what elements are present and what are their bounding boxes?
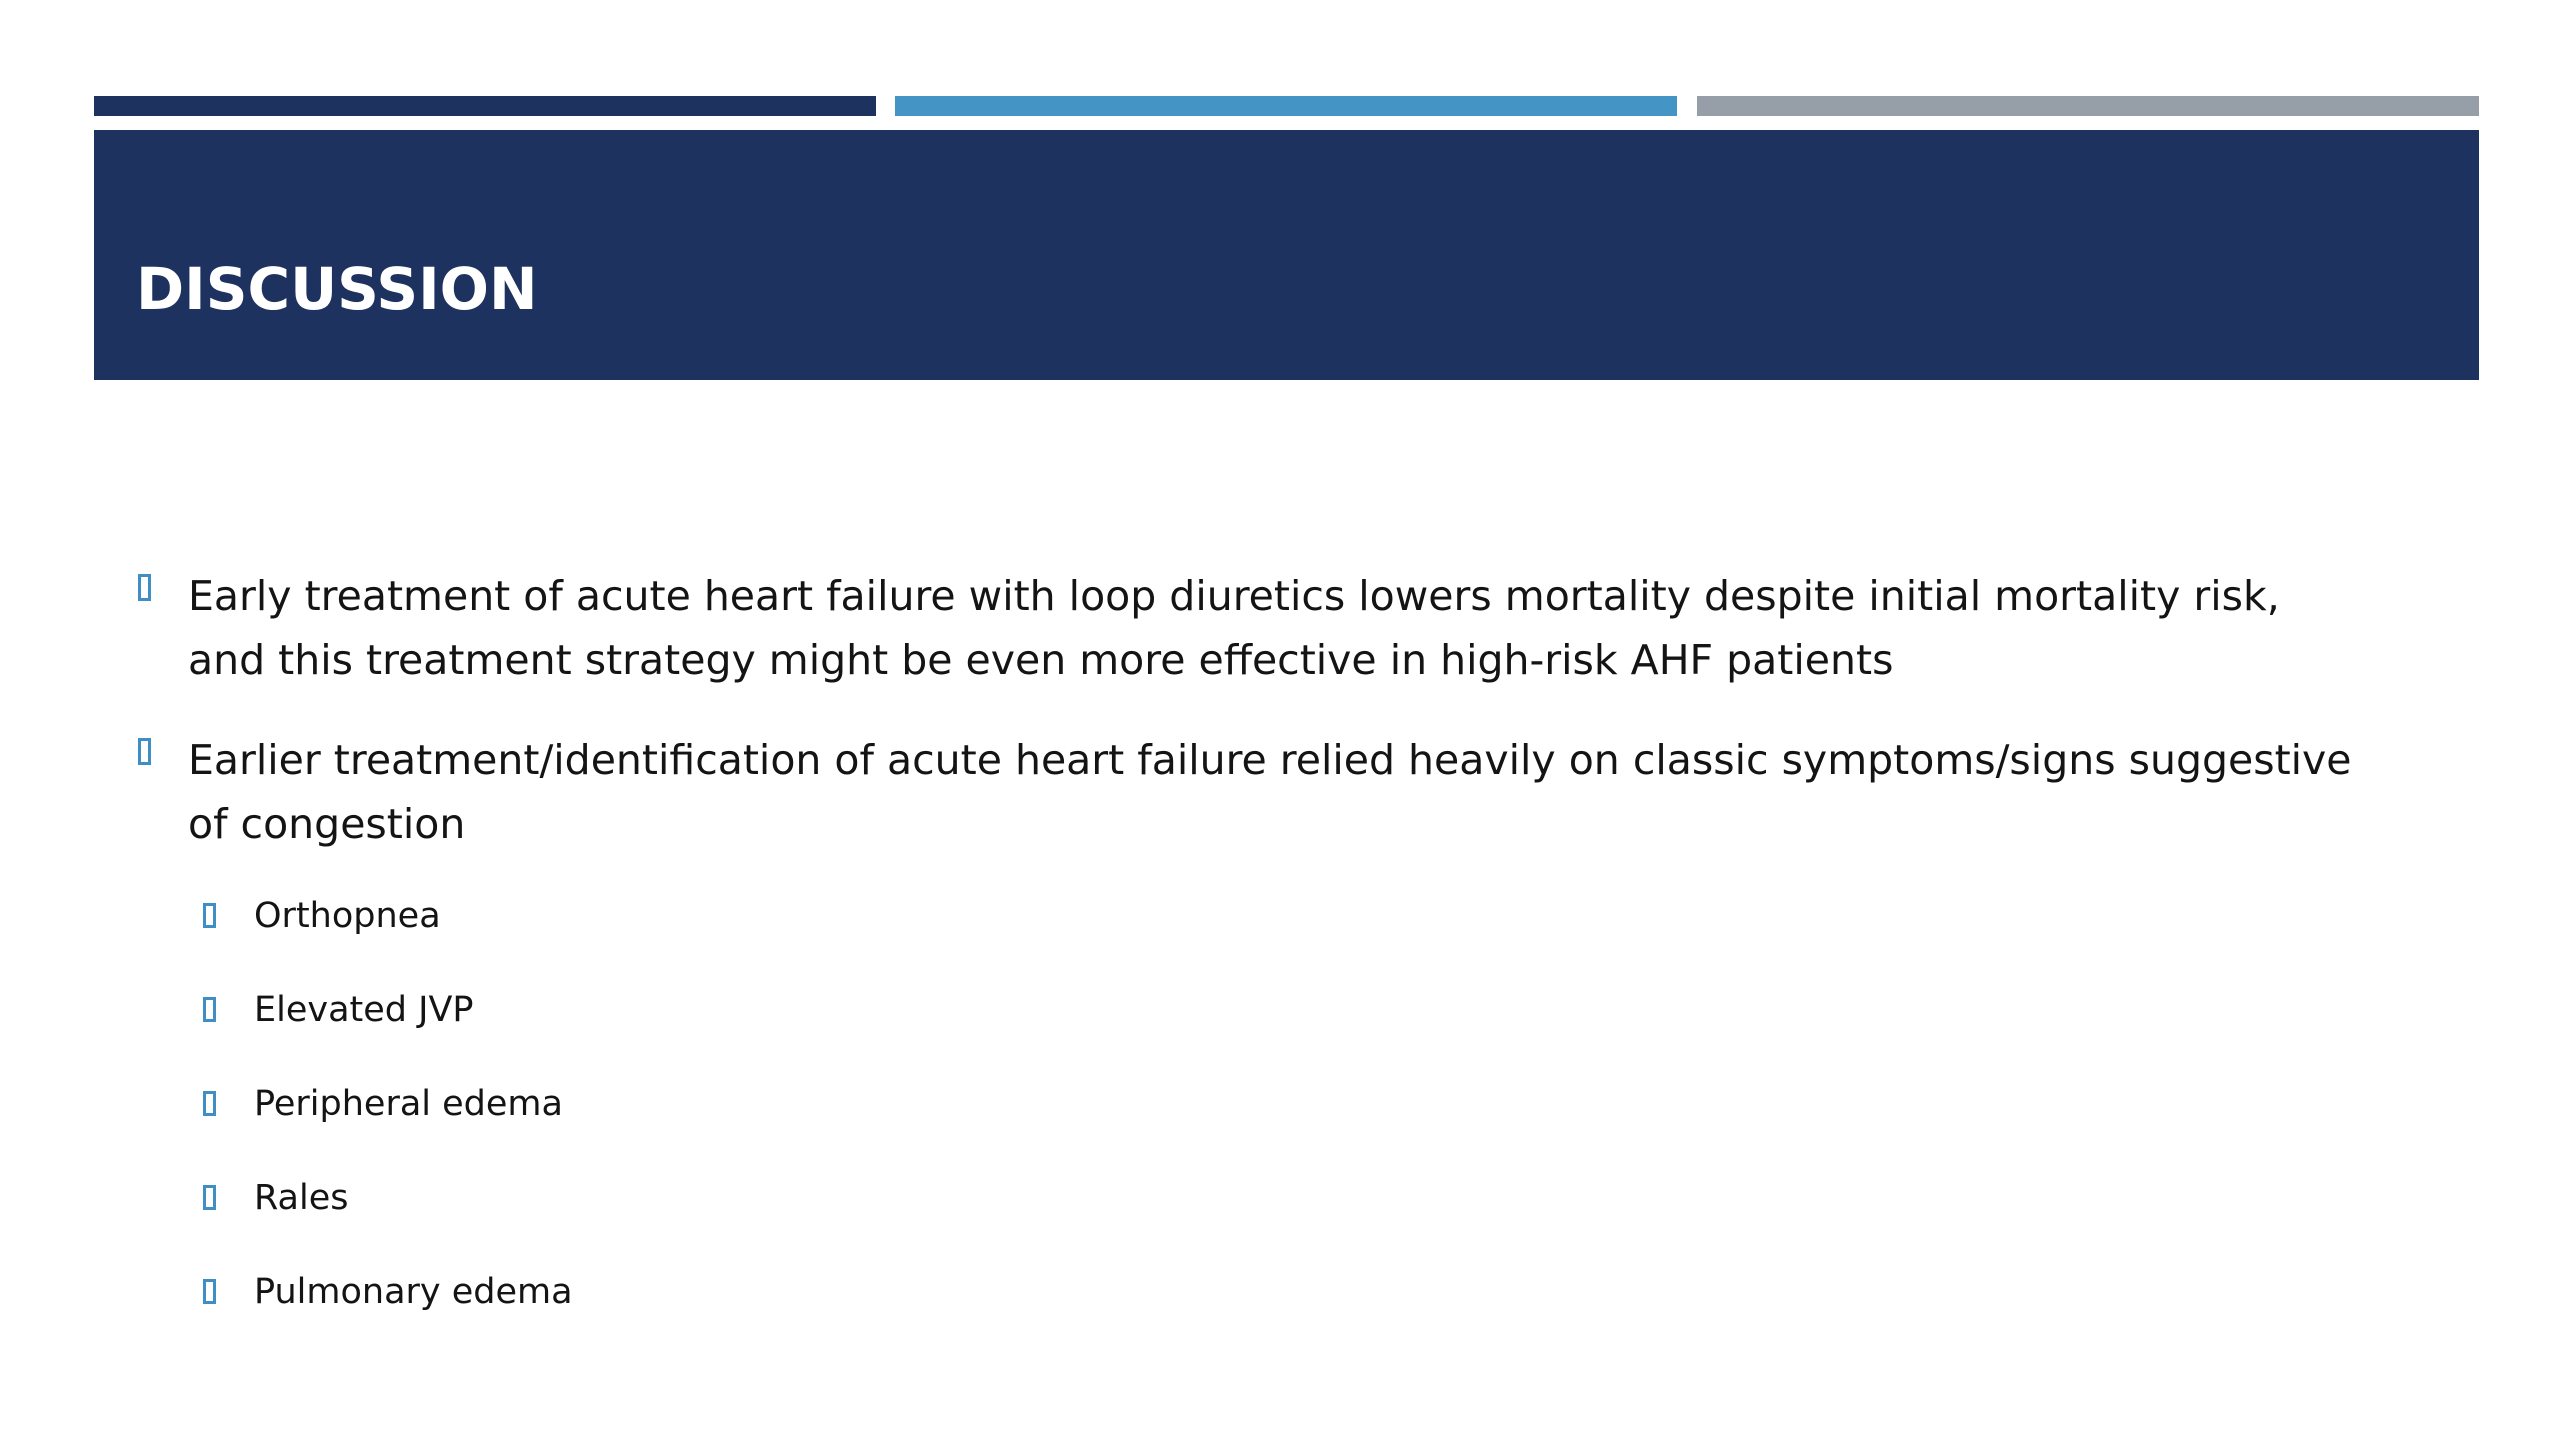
sub-bullet-text: Orthopnea xyxy=(254,896,441,936)
outlined-rectangle-bullet-icon xyxy=(203,1091,216,1116)
sub-bullet-item xyxy=(203,894,1103,944)
sub-bullet-item xyxy=(203,1082,1103,1132)
sub-bullet-text: Peripheral edema xyxy=(254,1084,563,1124)
outlined-rectangle-bullet-icon xyxy=(203,997,216,1022)
sub-bullet-text: Pulmonary edema xyxy=(254,1272,573,1312)
outlined-rectangle-bullet-icon xyxy=(203,1185,216,1210)
bullet-text: Earlier treatment/identification of acute heart failure relied heavily on classic symptoms/signs suggestive of congestion xyxy=(188,736,2352,848)
sub-bullet-item xyxy=(203,988,1103,1038)
sub-bullet-text: Elevated JVP xyxy=(254,990,474,1030)
outlined-rectangle-bullet-icon xyxy=(138,574,151,601)
outlined-rectangle-bullet-icon xyxy=(203,1279,216,1304)
sub-bullet-item xyxy=(203,1270,1103,1320)
sub-bullet-item xyxy=(203,1176,1103,1226)
outlined-rectangle-bullet-icon xyxy=(203,903,216,928)
bullet-text: Early treatment of acute heart failure with loop diuretics lowers mortality despite initial mortality risk, and this treatment strategy might be even more effective in high-risk AHF patients xyxy=(188,572,2280,684)
slide-title: DISCUSSION xyxy=(136,255,538,323)
outlined-rectangle-bullet-icon xyxy=(138,738,151,765)
sub-bullet-text: Rales xyxy=(254,1178,349,1218)
